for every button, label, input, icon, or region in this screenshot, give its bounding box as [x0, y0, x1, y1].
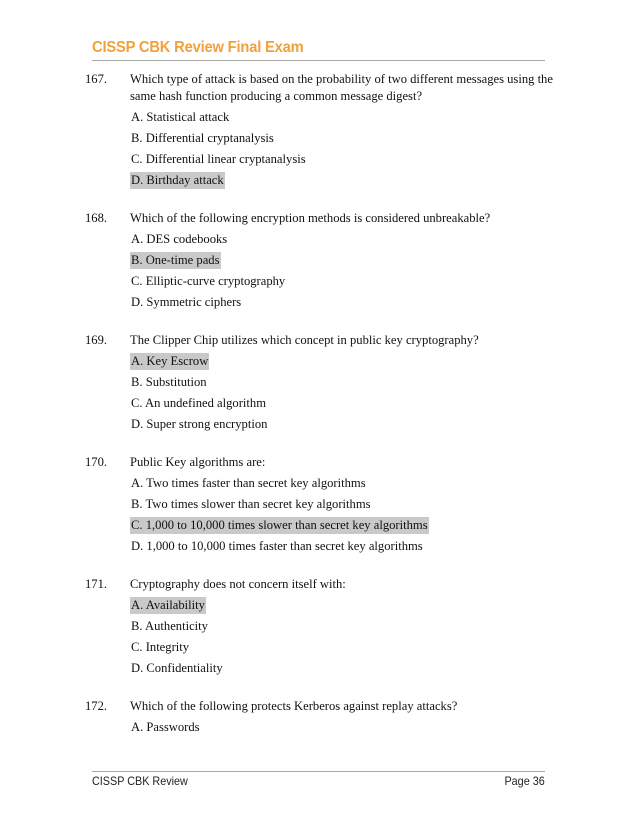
answer-option — [130, 273, 555, 290]
answer-option-correct — [130, 172, 555, 189]
question-text: Public Key algorithms are: — [130, 455, 266, 469]
answer-option — [130, 130, 555, 147]
answer-option-label: D. Symmetric ciphers — [131, 295, 242, 309]
answer-option — [130, 496, 555, 513]
answer-option — [130, 395, 555, 412]
answer-option — [130, 639, 555, 656]
question-number: 168. — [85, 211, 108, 225]
answer-option-label: A. Passwords — [131, 720, 200, 734]
answer-option-label: C. Elliptic-curve cryptography — [131, 274, 286, 288]
question-text: Which of the following protects Kerberos against replay attacks? — [130, 699, 458, 713]
footer-page-number: Page 36 — [504, 774, 545, 788]
question-item — [85, 210, 555, 311]
answer-option-correct — [130, 252, 555, 269]
answer-option-label: C. Integrity — [131, 640, 190, 654]
answer-option — [130, 475, 555, 492]
answer-options — [130, 353, 555, 433]
answer-option-label: B. Substitution — [131, 375, 207, 389]
answer-option — [130, 538, 555, 555]
answer-option-label: A. Statistical attack — [131, 110, 230, 124]
answer-option — [130, 294, 555, 311]
answer-option-correct — [130, 597, 555, 614]
answer-option-correct — [130, 353, 555, 370]
answer-option-label: A. Availability — [131, 598, 205, 612]
answer-option — [130, 660, 555, 677]
question-stem — [85, 71, 555, 105]
question-number: 170. — [85, 455, 108, 469]
question-number: 172. — [85, 699, 108, 713]
answer-option-label: B. Authenticity — [131, 619, 208, 633]
question-number: 171. — [85, 577, 108, 591]
answer-option-label: D. 1,000 to 10,000 times faster than secret key algorithms — [131, 539, 423, 553]
answer-option-label: C. An undefined algorithm — [131, 396, 267, 410]
question-item — [85, 454, 555, 555]
question-text: Which of the following encryption methods is considered unbreakable? — [130, 211, 491, 225]
question-item — [85, 698, 555, 736]
answer-options — [130, 719, 555, 736]
answer-option — [130, 719, 555, 736]
question-number: 169. — [85, 333, 108, 347]
answer-option-label: A. DES codebooks — [131, 232, 228, 246]
page-title: CISSP CBK Review Final Exam — [92, 39, 304, 56]
answer-option-label: C. 1,000 to 10,000 times slower than secret key algorithms — [131, 518, 428, 532]
answer-option — [130, 416, 555, 433]
question-stem — [85, 454, 555, 471]
question-item — [85, 332, 555, 433]
question-stem — [85, 210, 555, 227]
question-list — [85, 71, 555, 757]
answer-option — [130, 374, 555, 391]
question-item — [85, 576, 555, 677]
page-header — [92, 38, 545, 61]
page-footer — [92, 771, 545, 788]
answer-option — [130, 151, 555, 168]
answer-option-label: D. Confidentiality — [131, 661, 223, 675]
question-item — [85, 71, 555, 189]
answer-option-label: B. Differential cryptanalysis — [131, 131, 274, 145]
question-stem — [85, 332, 555, 349]
footer-document-name: CISSP CBK Review — [92, 774, 188, 788]
answer-option-label: A. Two times faster than secret key algorithms — [131, 476, 366, 490]
answer-option — [130, 109, 555, 126]
answer-option-label: C. Differential linear cryptanalysis — [131, 152, 306, 166]
answer-options — [130, 475, 555, 555]
answer-option-label: D. Birthday attack — [131, 173, 224, 187]
question-text: Which type of attack is based on the probability of two different messages using the same hash function producing a common message digest? — [130, 72, 553, 103]
answer-option — [130, 231, 555, 248]
question-text: The Clipper Chip utilizes which concept in public key cryptography? — [130, 333, 479, 347]
answer-options — [130, 597, 555, 677]
answer-option — [130, 618, 555, 635]
question-stem — [85, 698, 555, 715]
question-text: Cryptography does not concern itself with: — [130, 577, 346, 591]
question-number: 167. — [85, 72, 108, 86]
answer-options — [130, 231, 555, 311]
answer-option-label: A. Key Escrow — [131, 354, 209, 368]
question-stem — [85, 576, 555, 593]
answer-options — [130, 109, 555, 189]
answer-option-label: B. One-time pads — [131, 253, 220, 267]
answer-option-label: B. Two times slower than secret key algorithms — [131, 497, 371, 511]
answer-option-correct — [130, 517, 555, 534]
answer-option-label: D. Super strong encryption — [131, 417, 268, 431]
